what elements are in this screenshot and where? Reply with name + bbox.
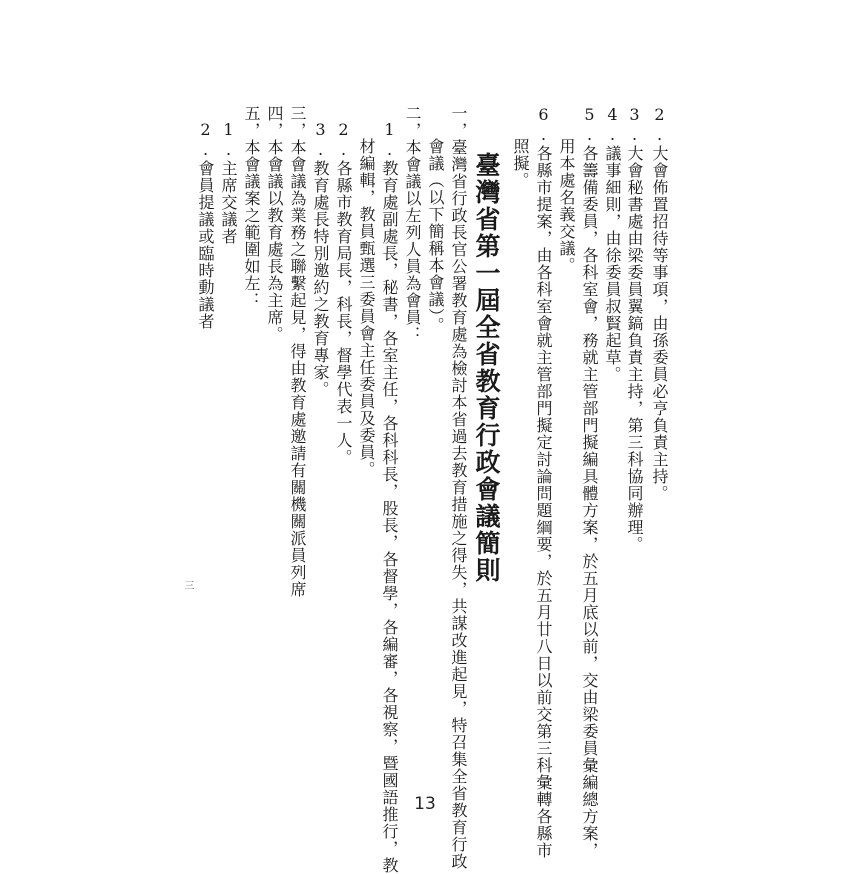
text-column: 二，本會議以左列人員為會員： [403, 105, 422, 343]
text-column: 五，本會議案之範圍如左： [242, 105, 261, 309]
text-column: 3.大會秘書處由梁委員翼鎬負責主持，第三科協同辦理。 [625, 105, 644, 553]
text-column: 3.教育處長特別邀約之教育專家。 [311, 120, 330, 398]
text-column: 6.各縣市提案，由各科室會就主管部門擬定討論問題綱要，於五月廿八日以前交第三科彙轉各縣市 [534, 105, 553, 859]
text-column: 2.各縣市教育局長，科長，督學代表一人。 [334, 120, 353, 466]
text-column: 照擬。 [511, 138, 530, 189]
page-title: 臺灣省第一屆全省教育行政會議簡則 [472, 152, 501, 584]
folio-mark: 三 [182, 580, 193, 591]
text-column: 1.主席交議者 [219, 120, 238, 245]
text-column: 材編輯，教員甄選三委員會主任委員及委員。 [357, 138, 376, 478]
text-column: 2.會員提議或臨時動議者 [196, 120, 215, 330]
text-column: 用本處名義交議。 [557, 138, 576, 274]
text-column: 1.教育處副處長，秘書，各室主任，各科科長，股長，各督學，各編審，各視察，暨國語推行，教 [380, 120, 399, 874]
text-column: 四，本會議以教育處長為主席。 [265, 105, 284, 343]
text-column: 4.議事細則，由徐委員叔賢起草。 [603, 105, 622, 383]
text-column: 5.各籌備委員，各科室會，務就主管部門擬編具體方案，於五月底以前，交由梁委員彙編總方案， [580, 105, 599, 859]
page-number: 13 [414, 794, 436, 814]
text-column: 會議（以下簡稱本會議）。 [426, 138, 445, 334]
text-column: 三，本會議為業務之聯繫起見，得由教育處邀請有關機關派員列席 [288, 105, 307, 598]
text-column: 一，臺灣省行政長官公署教育處為檢討本省過去教育措施之得失，共謀改進起見，特召集全省教育行政 [449, 105, 468, 870]
text-column: 2.大會佈置招待等事項，由孫委員必亨負責主持。 [650, 105, 669, 502]
